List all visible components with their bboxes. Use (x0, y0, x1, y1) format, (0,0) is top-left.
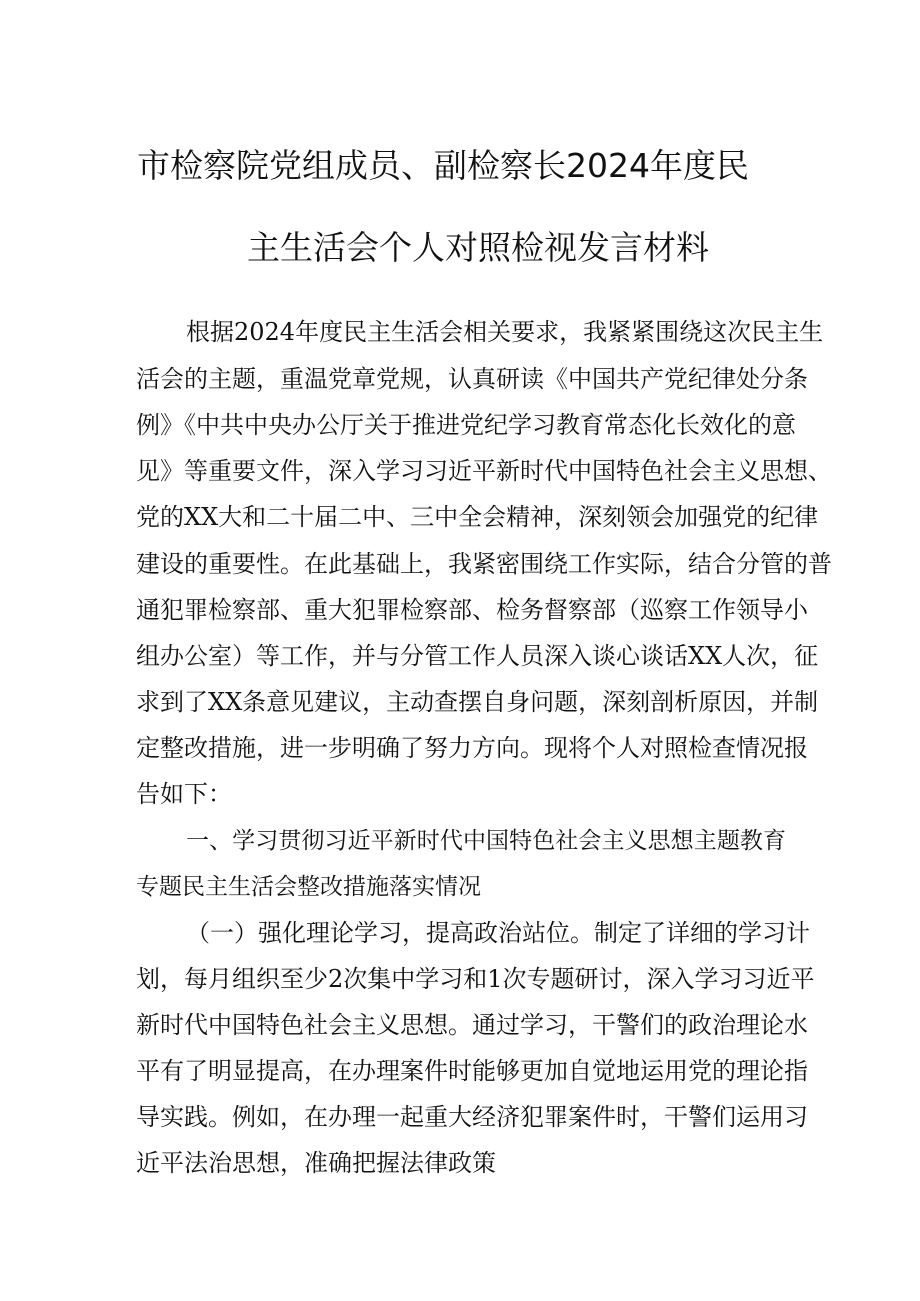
subsection-line: （一）强化理论学习，提高政治站位。制定了详细的学习计 (186, 919, 810, 947)
section-heading-line: 一、学习贯彻习近平新时代中国特色社会主义思想主题教育 (186, 828, 786, 854)
subsection-line: 导实践。例如，在办理一起重大经济犯罪案件时，干警们运用习 (136, 1103, 808, 1131)
document-title-line-2: 主生活会个人对照检视发言材料 (247, 228, 709, 267)
intro-line: 根据2024年度民主生活会相关要求，我紧紧围绕这次民主生 (186, 318, 824, 346)
intro-line: 例》《中共中央办公厅关于推进党纪学习教育常态化长效化的意 (136, 411, 796, 439)
intro-line: 求到了XX条意见建议，主动查摆自身问题，深刻剖析原因，并制 (136, 688, 819, 716)
document-title-line-1: 市检察院党组成员、副检察长2024年度民 (137, 146, 749, 185)
subsection-line: 平有了明显提高，在办理案件时能够更加自觉地运用党的理论指 (136, 1057, 808, 1085)
subsection-line: 新时代中国特色社会主义思想。通过学习，干警们的政治理论水 (136, 1011, 808, 1039)
intro-line: 党的XX大和二十届二中、三中全会精神，深刻领会加强党的纪律 (136, 503, 819, 531)
intro-line: 组办公室）等工作，并与分管工作人员深入谈心谈话XX人次，征 (136, 642, 819, 670)
subsection-line: 近平法治思想，准确把握法律政策 (136, 1149, 496, 1177)
subsection-line: 划，每月组织至少2次集中学习和1次专题研讨，深入学习习近平 (136, 965, 815, 993)
intro-line: 活会的主题，重温党章党规，认真研读《中国共产党纪律处分条 (136, 365, 808, 393)
intro-line: 通犯罪检察部、重大犯罪检察部、检务督察部（巡察工作领导小 (136, 596, 808, 624)
intro-line: 定整改措施，进一步明确了努力方向。现将个人对照检查情况报 (136, 734, 808, 762)
section-heading-line: 专题民主生活会整改措施落实情况 (136, 874, 481, 900)
intro-line: 建设的重要性。在此基础上，我紧密围绕工作实际，结合分管的普 (136, 550, 832, 578)
intro-line: 见》等重要文件，深入学习习近平新时代中国特色社会主义思想、 (136, 457, 832, 485)
intro-line: 告如下： (136, 780, 232, 808)
